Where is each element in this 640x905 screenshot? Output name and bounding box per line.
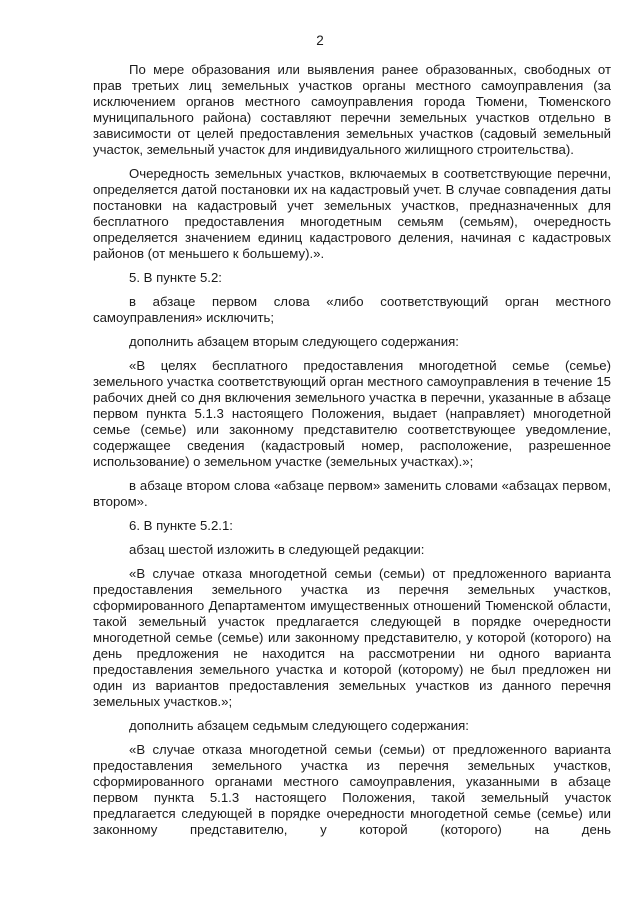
paragraph-item-6-add-seventh: дополнить абзацем седьмым следующего содержания: [129, 718, 469, 733]
page-number: 2 [316, 33, 324, 48]
paragraph-item-6-sixth-text: «В случае отказа многодетной семьи (семьи) от предложенного варианта предоставления земельного участка из перечня земельных участков, сформированного Департаментом имущественных отношений Тюменской области, такой земельный участок предлагается следующей в порядке очередности многодетной семье (семье) или законному представителю, у которой (которого) на день предложения не находится на рассмотрении ни одного варианта предоставления земельного участка и которой (которому) не был предложен ни один из вариантов предоставления земельных участков из данного перечня земельных участков.»; [93, 566, 611, 709]
document-body [93, 62, 611, 838]
paragraph-item-5: 5. В пункте 5.2: [129, 270, 222, 285]
paragraph-item-5-first: в абзаце первом слова «либо соответствующий орган местного самоуправления» исключить; [93, 294, 611, 325]
paragraph-land-order: Очередность земельных участков, включаемых в соответствующие перечни, определяется датой постановки их на кадастровый учет. В случае совпадения даты постановки на кадастровый учет земельных участков, предназначенных для бесплатного предоставления многодетным семьям (семьям), очередность определяется значением единиц кадастрового деления, начиная с кадастровых районов (от меньшего к большему).». [93, 166, 611, 261]
paragraph-item-6-seventh-text: «В случае отказа многодетной семьи (семьи) от предложенного варианта предоставления земельного участка из перечня земельных участков, сформированного органами местного самоуправления, указанными в абзаце первом пункта 5.1.3 настоящего Положения, такой земельный участок предлагается следующей в порядке очередности многодетной семье (семье) или законному представителю, у которой (которого) на день [93, 742, 611, 837]
paragraph-item-5-add-second: дополнить абзацем вторым следующего содержания: [129, 334, 459, 349]
paragraph-item-5-replace: в абзаце втором слова «абзаце первом» заменить словами «абзацах первом, втором». [93, 478, 611, 509]
paragraph-item-5-second-text: «В целях бесплатного предоставления многодетной семье (семье) земельного участка соответствующий орган местного самоуправления в течение 15 рабочих дней со дня включения земельного участка в перечни, указанные в абзаце первом пункта 5.1.3 настоящего Положения, выдает (направляет) многодетной семье (семье) или законному представителю соответствующее уведомление, содержащее сведения (кадастровый номер, расположение, разрешенное использование) о земельном участке (земельных участках).»; [93, 358, 611, 469]
paragraph-item-6: 6. В пункте 5.2.1: [129, 518, 233, 533]
paragraph-item-6-sixth: абзац шестой изложить в следующей редакции: [129, 542, 425, 557]
paragraph-land-lists: По мере образования или выявления ранее образованных, свободных от прав третьих лиц земельных участков органы местного самоуправления (за исключением органов местного самоуправления города Тюмени, Тюменского муниципального района) составляют перечни земельных участков отдельно в зависимости от целей предоставления земельных участков (садовый земельный участок, земельный участок для индивидуального жилищного строительства). [93, 62, 611, 157]
